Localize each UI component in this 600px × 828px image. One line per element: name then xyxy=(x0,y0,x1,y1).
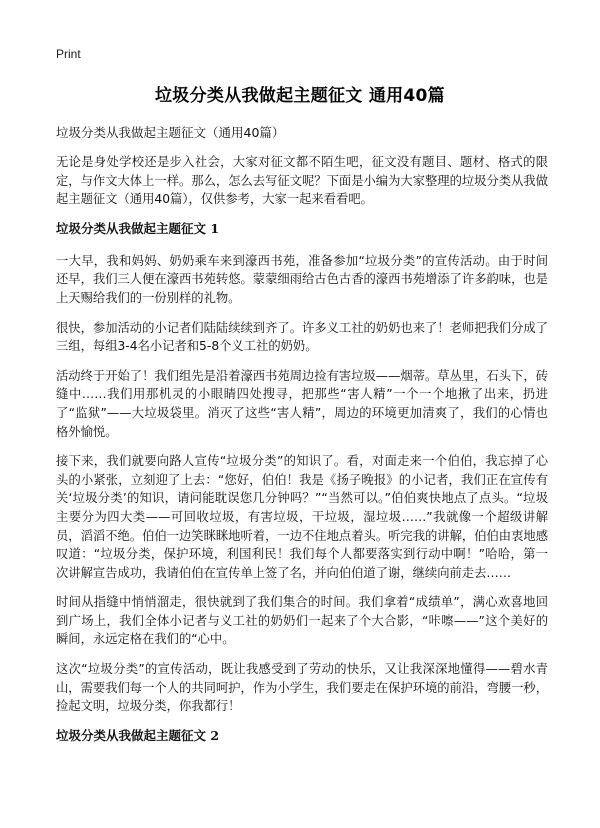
paragraph: 接下来，我们就要向路人宣传“垃圾分类”的知识了。看，对面走来一个伯伯，我忘掉了心头的小紧张，立刻迎了上去：“您好，伯伯！我是《扬子晚报》的小记者，我们正在宣传有关‘垃圾分类’的知识，请问能耽误您几分钟吗？”“当然可以。”伯伯爽快地点了点头。“垃圾主要分为四大类——可回收垃圾，有害垃圾，干垃圾，湿垃圾……”我就像一个超级讲解员，滔滔不绝。伯伯一边笑眯眯地听着，一边不住地点着头。听完我的讲解，伯伯由衷地感叹道：“垃圾分类，保护环境，利国利民！我们每个人都要落实到行动中啊！”哈哈，第一次讲解宣告成功，我请伯伯在宣传单上签了名，并向伯伯道了谢，继续向前走去…… xyxy=(56,454,548,580)
paragraph: 一大早，我和妈妈、奶奶乘车来到濠西书苑，准备参加“垃圾分类”的宣传活动。由于时间还早，我们三人便在濠西书苑转悠。蒙蒙细雨给古色古香的濠西书苑增添了许多韵味，也是上天赐给我们的一份别样的礼物。 xyxy=(56,253,548,305)
print-label[interactable]: Print xyxy=(56,47,81,61)
paragraph: 很快，参加活动的小记者们陆陆续续到齐了。许多义工社的奶奶也来了！老师把我们分成了三组，每组3-4名小记者和5-8个义工社的奶奶。 xyxy=(56,320,548,354)
paragraph: 这次“垃圾分类”的宣传活动，既让我感受到了劳动的快乐，又让我深深地懂得——碧水青山，需要我们每一个人的共同呵护，作为小学生，我们要走在保护环境的前沿，弯腰一秒，捡起文明，垃圾分类，你我都行！ xyxy=(56,662,548,714)
intro-paragraph: 无论是身处学校还是步入社会，大家对征文都不陌生吧，征文没有题目、题材、格式的限定，与作文大体上一样。那么，怎么去写征文呢？下面是小编为大家整理的垃圾分类从我做起主题征文（通用40篇），仅供参考，大家一起来看看吧。 xyxy=(56,155,548,207)
paragraph: 活动终于开始了！我们组先是沿着濠西书苑周边捡有害垃圾——烟蒂。草丛里，石头下，砖缝中……我们用那机灵的小眼睛四处搜寻，把那些“害人精”一个一个地揪了出来，扔进了“监狱”——大垃圾袋里。消灭了这些“害人精”，周边的环境更加清爽了，我们的心情也格外愉悦。 xyxy=(56,368,548,439)
document-body xyxy=(56,124,548,759)
paragraph: 时间从指缝中悄悄溜走，很快就到了我们集合的时间。我们拿着“成绩单”，满心欢喜地回到广场上，我们全体小记者与义工社的奶奶们一起来了个大合影，“咔嚓——”这个美好的瞬间，永远定格在我们的“心中。 xyxy=(56,595,548,647)
section-heading-2: 垃圾分类从我做起主题征文 2 xyxy=(56,727,220,743)
document-subtitle: 垃圾分类从我做起主题征文（通用40篇） xyxy=(56,125,285,140)
document-title: 垃圾分类从我做起主题征文 通用40篇 xyxy=(155,86,445,106)
section-heading-1: 垃圾分类从我做起主题征文 1 xyxy=(56,220,220,236)
